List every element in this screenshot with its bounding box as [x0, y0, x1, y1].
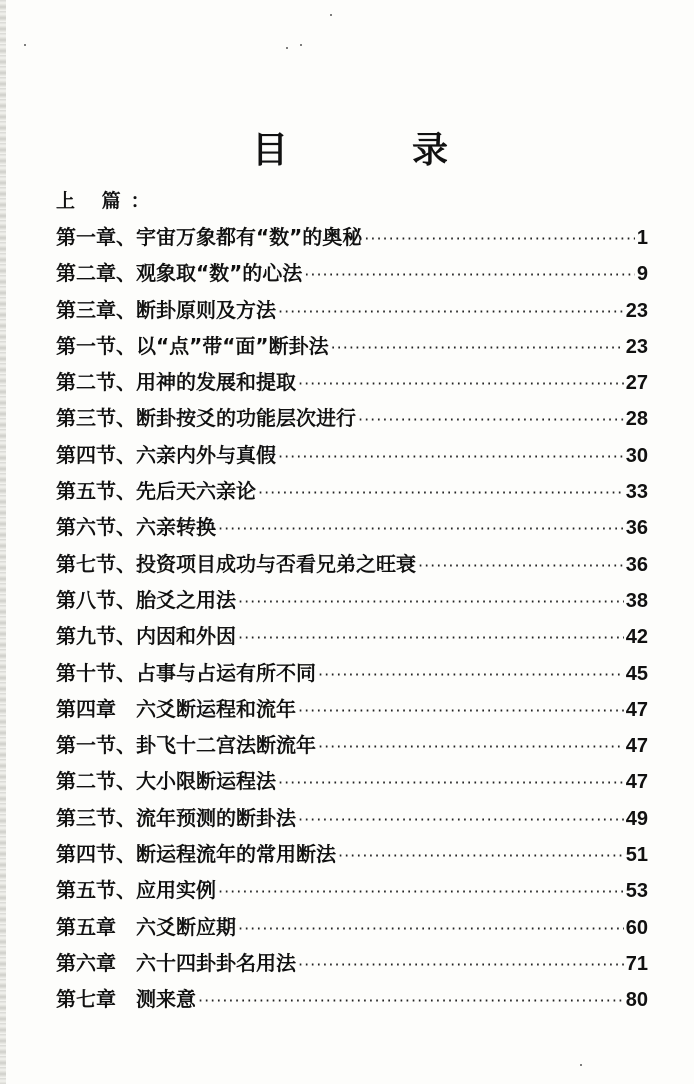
toc-entry-label: 第四节、六亲内外与真假 [56, 442, 276, 467]
toc-entry-label: 第四章 六爻断运程和流年 [56, 696, 296, 721]
title-char-left: 目 [252, 130, 289, 171]
toc-entry-label: 第六节、六亲转换 [56, 515, 216, 540]
toc-dot-leader [298, 802, 624, 838]
toc-entry-page: 23 [625, 335, 648, 358]
toc-entry-page: 27 [625, 372, 648, 395]
toc-dot-leader [198, 983, 624, 1019]
toc-dot-leader [278, 439, 624, 475]
toc-entry-label: 第三节、流年预测的断卦法 [56, 805, 296, 830]
toc-dot-leader [238, 620, 624, 656]
toc-entry [56, 945, 648, 981]
toc-entry-label: 第八节、胎爻之用法 [56, 587, 236, 612]
toc-dot-leader [278, 294, 624, 330]
toc-entry-page: 38 [625, 589, 648, 612]
toc-entry-page: 1 [636, 227, 648, 249]
toc-dot-leader [258, 475, 624, 511]
toc-entry [56, 655, 648, 691]
toc-entry-page: 60 [625, 916, 648, 939]
toc-dot-leader [418, 548, 624, 584]
scan-speck [24, 44, 26, 46]
toc-entry-label: 第一章、宇宙万象都有“数”的奥秘 [56, 225, 363, 249]
toc-entry-page: 47 [625, 735, 648, 758]
toc-entry-label: 第十节、占事与占运有所不同 [56, 660, 316, 685]
toc-dot-leader [298, 947, 624, 983]
toc-entry [56, 437, 648, 473]
toc-dot-leader [318, 657, 624, 693]
toc-entry-page: 23 [625, 299, 648, 322]
toc-entry-label: 第二节、用神的发展和提取 [56, 370, 296, 395]
toc-entry-page: 36 [625, 553, 648, 576]
toc-entry-label: 第三章、断卦原则及方法 [56, 297, 276, 322]
toc-entry-label: 第九节、内因和外因 [56, 624, 236, 649]
toc-entry [56, 763, 648, 799]
toc-dot-leader [218, 874, 624, 910]
toc-dot-leader [304, 257, 635, 293]
toc-entry-page: 9 [636, 263, 648, 286]
toc-dot-leader [238, 584, 624, 620]
toc-dot-leader [358, 402, 624, 438]
toc-entry-page: 42 [625, 626, 648, 649]
toc-entry [56, 364, 648, 400]
toc-dot-leader [238, 911, 624, 947]
toc-entry-page: 28 [625, 408, 648, 431]
toc-dot-leader [364, 221, 635, 257]
toc-dot-leader [278, 765, 624, 801]
toc-entry-label: 第五节、先后天六亲论 [56, 479, 256, 504]
toc-entry [56, 618, 648, 654]
toc-entry [56, 800, 648, 836]
toc-entry-page: 51 [625, 844, 648, 867]
toc-entry [56, 981, 648, 1017]
toc-entry [56, 546, 648, 582]
toc-dot-leader [331, 330, 624, 366]
title-char-right: 录 [412, 130, 449, 171]
toc-entry-label: 第三节、断卦按爻的功能层次进行 [56, 406, 356, 431]
toc-entry-page: 45 [625, 662, 648, 685]
scan-speck [300, 44, 302, 46]
toc-dot-leader [298, 693, 624, 729]
toc-entry-label: 第二章、观象取“数”的心法 [56, 261, 303, 286]
toc-entry-page: 71 [625, 952, 648, 975]
toc-entry-label: 第一节、以“点”带“面”断卦法 [56, 333, 329, 358]
toc-entry [56, 691, 648, 727]
toc-entry [56, 473, 648, 509]
toc-dot-leader [218, 511, 624, 547]
toc-entry-label: 第四节、断运程流年的常用断法 [56, 842, 336, 867]
toc-entry [56, 328, 648, 364]
part-label: 上 篇： [56, 190, 160, 212]
toc-entry [56, 872, 648, 908]
toc-list [56, 219, 648, 1018]
toc-entry-label: 第七章 测来意 [56, 987, 196, 1012]
toc-entry-label: 第六章 六十四卦卦名用法 [56, 950, 296, 975]
toc-entry-page: 36 [625, 517, 648, 540]
toc-entry-page: 30 [625, 444, 648, 467]
toc-dot-leader [298, 366, 624, 402]
scan-speck [580, 1064, 582, 1066]
toc-entry [56, 255, 648, 291]
toc-entry-page: 47 [625, 698, 648, 721]
toc-entry-label: 第一节、卦飞十二宫法断流年 [56, 733, 316, 758]
toc-entry [56, 292, 648, 328]
toc-entry-page: 47 [625, 771, 648, 794]
toc-entry [56, 509, 648, 545]
toc-dot-leader [338, 838, 624, 874]
toc-entry [56, 219, 648, 255]
toc-entry-page: 80 [625, 989, 648, 1012]
toc-entry [56, 727, 648, 763]
toc-dot-leader [318, 729, 624, 765]
toc-entry-label: 第七节、投资项目成功与否看兄弟之旺衰 [56, 551, 416, 576]
toc-entry-page: 49 [625, 807, 648, 830]
toc-entry [56, 400, 648, 436]
toc-entry-page: 53 [625, 880, 648, 903]
toc-entry [56, 909, 648, 945]
toc-title [0, 126, 694, 176]
toc-entry-label: 第二节、大小限断运程法 [56, 769, 276, 794]
scan-speck [286, 47, 288, 49]
toc-entry-label: 第五章 六爻断应期 [56, 914, 236, 939]
toc-entry [56, 836, 648, 872]
toc-entry [56, 582, 648, 618]
toc-entry-label: 第五节、应用实例 [56, 878, 216, 903]
toc-entry-page: 33 [625, 481, 648, 504]
scan-speck [330, 14, 332, 16]
